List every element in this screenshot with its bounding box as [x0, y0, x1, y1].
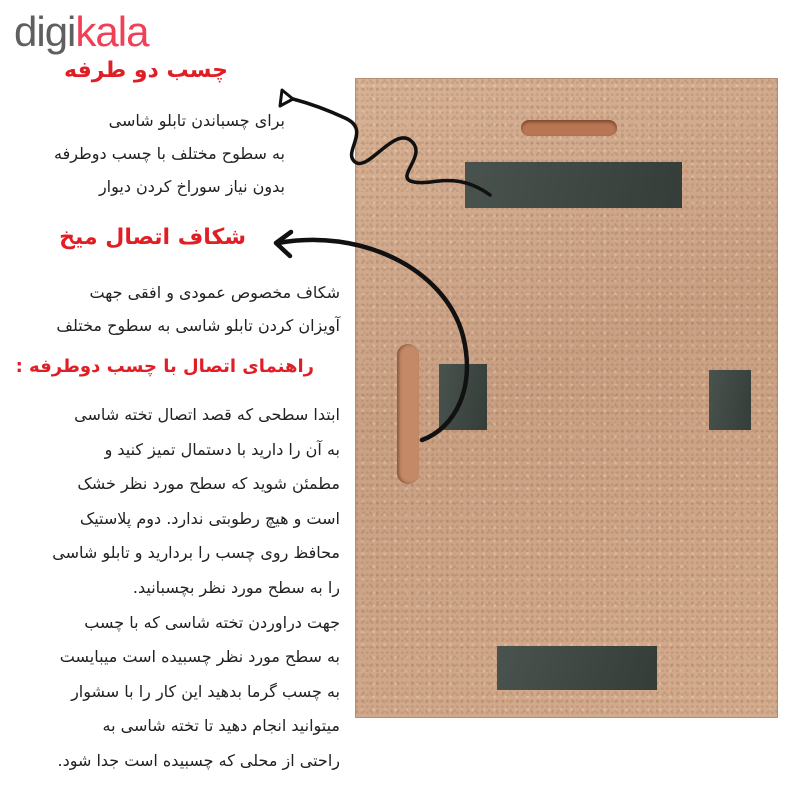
text-line: شکاف مخصوص عمودی و افقی جهت	[89, 283, 340, 302]
text-line: بدون نیاز سوراخ کردن دیوار	[98, 177, 285, 196]
nail-slot-description	[0, 276, 340, 342]
nail-slot-heading: شکاف اتصال میخ	[59, 225, 246, 250]
text-line: به چسب گرما بدهید این کار را با سشوار	[71, 681, 340, 701]
text-line: ابتدا سطحی که قصد اتصال تخته شاسی	[74, 405, 340, 424]
text-line: را به سطح مورد نظر بچسبانید.	[132, 577, 340, 597]
guide-heading: راهنمای اتصال با چسب دوطرفه :	[15, 356, 314, 377]
logo-part-digi: digi	[14, 8, 76, 55]
double-tape-heading: چسب دو طرفه	[64, 58, 228, 83]
text-line: راحتی از محلی که چسبیده است جدا شود.	[57, 750, 340, 770]
guide-description	[10, 398, 340, 779]
text-line: مطمئن شوید که سطح مورد نظر خشک	[77, 474, 340, 494]
text-line: آویزان کردن تابلو شاسی به سطوح مختلف	[56, 316, 340, 335]
text-line: جهت دراوردن تخته شاسی که با چسب	[84, 612, 340, 632]
text-line: به سطح مورد نظر چسبیده است میبایست	[59, 647, 340, 667]
text-line: به آن را دارید با دستمال تمیز کنید و	[104, 439, 340, 459]
text-line: محافظ روی چسب را بردارید و تابلو شاسی	[52, 543, 340, 563]
double-tape-description	[0, 104, 285, 203]
text-line: میتوانید انجام دهید تا تخته شاسی به	[102, 716, 340, 736]
text-line: به سطوح مختلف با چسب دوطرفه	[53, 144, 285, 163]
text-line: برای چسباندن تابلو شاسی	[108, 111, 285, 130]
text-line: است و هیچ رطوبتی ندارد. دوم پلاستیک	[79, 508, 340, 528]
squiggle-arrow	[280, 90, 490, 195]
logo-part-kala: kala	[75, 8, 149, 55]
